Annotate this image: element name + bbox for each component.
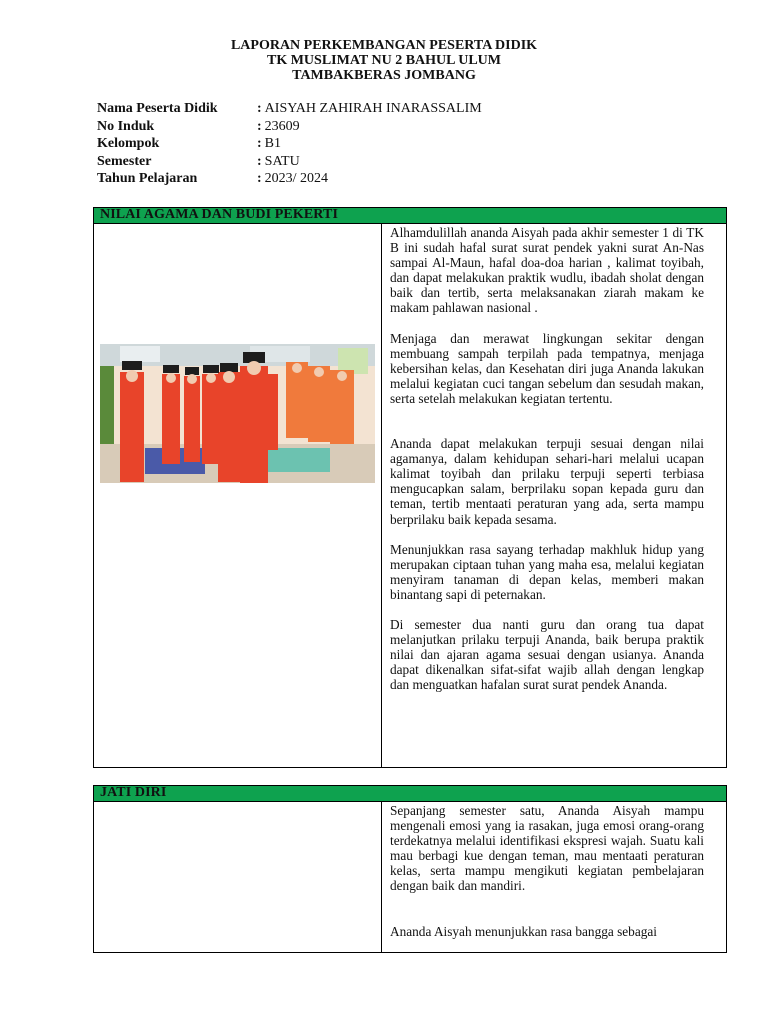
info-row-no-induk (97, 118, 482, 136)
info-label: Tahun Pelajaran (97, 171, 198, 186)
paragraph: Alhamdulillah ananda Aisyah pada akhir semester 1 di TK B ini sudah hafal surat surat pendek yakni surat An-Nas sampai Al-Maun, hafal doa-doa harian , kalimat toyibah, dan dapat melakukan praktik wudlu, ibadah sholat dengan baik dan tertib, serta melaksanakan ziarah makam ke makam pahlawan nasional . (390, 225, 704, 316)
photo-column (94, 224, 382, 768)
section-heading: JATI DIRI (94, 786, 726, 802)
section-jati-diri (93, 785, 727, 953)
info-colon: : (257, 171, 262, 186)
info-colon: : (257, 118, 262, 134)
section-body (94, 224, 726, 768)
info-colon: : (257, 153, 262, 169)
info-value: AISYAH ZAHIRAH INARASSALIM (264, 101, 482, 116)
paragraph: Menunjukkan rasa sayang terhadap makhluk hidup yang merupakan ciptaan tuhan yang maha esa, melalui kegiatan menyiram tanaman di depan kelas, memberi makan binantang sapi di peternakan. (390, 541, 704, 602)
info-value: SATU (264, 153, 300, 169)
info-value: 2023/ 2024 (264, 171, 329, 186)
paragraph: Menjaga dan merawat lingkungan sekitar dengan membuang sampah terpilah pada tempatnya, menjaga kebersihan kelas, dan Kesehatan diri juga Ananda lakukan melalui kegiatan cuci tangan sebelum dan sesudah makan, serta setelah melakukan kegiatan tertentu. (390, 330, 704, 406)
info-label: Semester (97, 153, 152, 169)
info-row-semester (97, 153, 482, 171)
info-value: 23609 (264, 118, 300, 134)
info-colon: : (257, 136, 262, 151)
student-info (97, 100, 482, 188)
report-title (0, 38, 768, 83)
title-line-3: TAMBAKBERAS JOMBANG (292, 68, 476, 83)
info-label: No Induk (97, 118, 155, 134)
paragraph: Di semester dua nanti guru dan orang tua dapat melanjutkan prilaku terpuji Ananda, baik berupa praktik nilai dan ajaran agama sesuai dengan usianya. Ananda dapat dikenalkan sifat-sifat wajib allah dengan lengkap dan menguatkan hafalan surat surat pendek Ananda. (390, 616, 704, 693)
class-activity-photo (100, 344, 375, 483)
description-column (382, 224, 726, 768)
info-label: Nama Peserta Didik (97, 101, 218, 116)
title-line-1: LAPORAN PERKEMBANGAN PESERTA DIDIK (230, 38, 538, 53)
description-column (382, 802, 726, 953)
info-value: B1 (264, 136, 282, 151)
paragraph: Ananda dapat melakukan terpuji sesuai dengan nilai agamanya, dalam kehidupan sehari-hari melalui ucapan kalimat toyibah dan prilaku terpuji seperti terbiasa mengucapkan salam, berprilaku sopan kepada guru dan teman, tertib mentaati peraturan yang ada, serta mampu berprilaku baik kepada sesama. (390, 436, 704, 527)
info-row-name (97, 100, 482, 118)
section-body (94, 802, 726, 953)
section-nilai-agama (93, 207, 727, 768)
paragraph: Ananda Aisyah menunjukkan rasa bangga sebagai (390, 923, 657, 939)
info-row-tahun (97, 170, 482, 188)
photo-column (94, 802, 382, 953)
info-colon: : (257, 101, 262, 116)
info-row-kelompok (97, 135, 482, 153)
info-label: Kelompok (97, 136, 160, 151)
paragraph: Sepanjang semester satu, Ananda Aisyah mampu mengenali emosi yang ia rasakan, juga emosi orang-orang terdekatnya melalui identifikasi ekspresi wajah. Suatu kali mau berbagi kue dengan teman, mau mentaati peraturan kelas, serta mampu mengikuti kegiatan pembelajaran dengan baik dan mandiri. (390, 803, 704, 894)
section-heading: NILAI AGAMA DAN BUDI PEKERTI (94, 208, 726, 224)
title-line-2: TK MUSLIMAT NU 2 BAHUL ULUM (266, 53, 501, 68)
